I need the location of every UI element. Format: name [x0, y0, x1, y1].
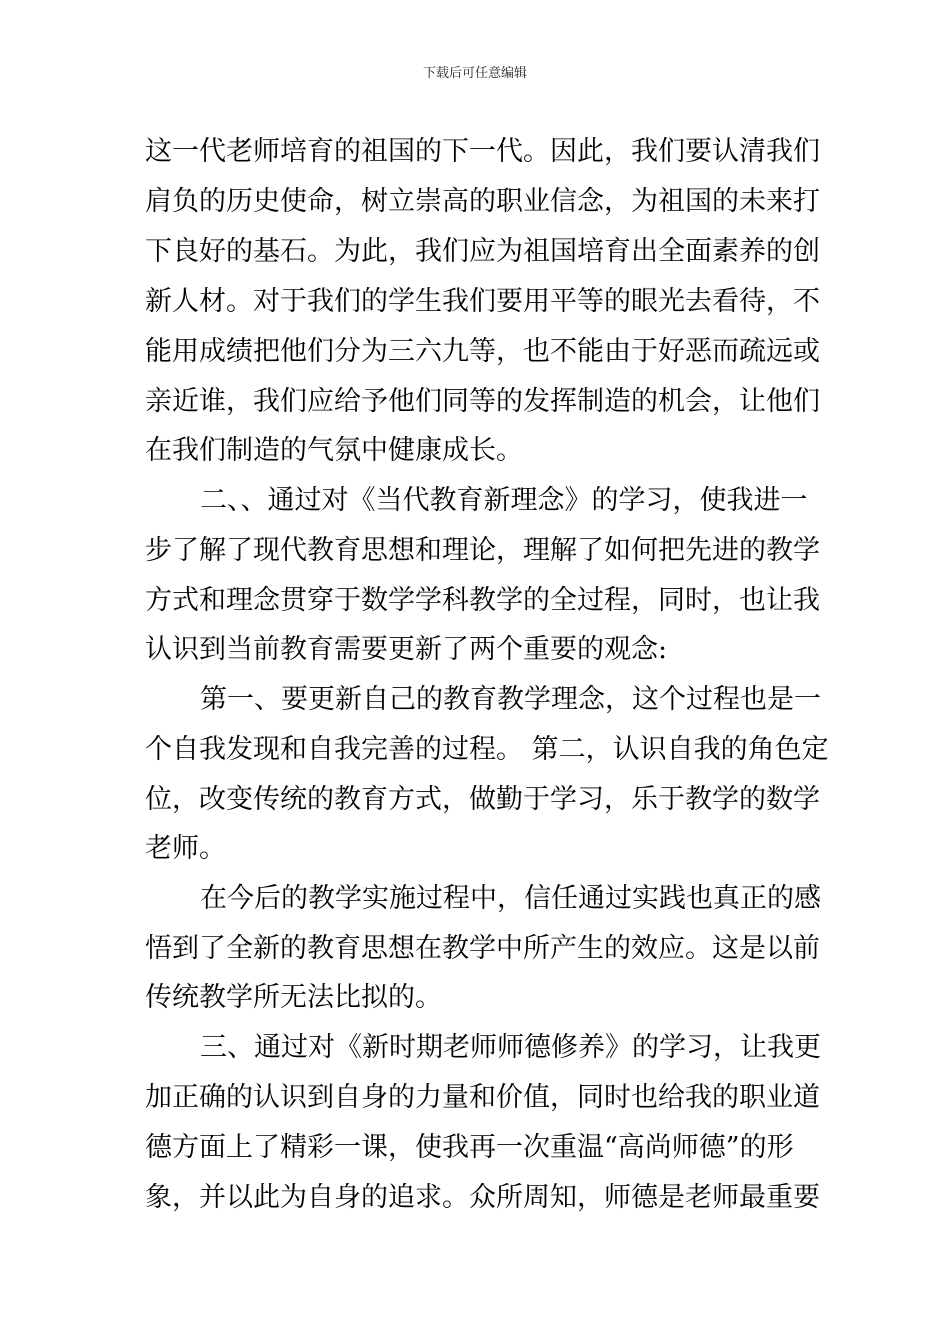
- text-line: 能用成绩把他们分为三六九等，也不能由于好恶而疏远或: [145, 336, 820, 367]
- text-line: 方式和理念贯穿于数学学科教学的全过程，同时，也让我: [145, 585, 820, 616]
- text-line: 传统教学所无法比拟的。: [145, 982, 442, 1013]
- text-line: 德方面上了精彩一课，使我再一次重温“高尚师德”的形: [145, 1132, 794, 1163]
- text-line: 肩负的历史使命，树立崇高的职业信念，为祖国的未来打: [145, 186, 820, 217]
- text-line: 这一代老师培育的祖国的下一代。因此，我们要认清我们: [145, 136, 820, 167]
- text-line: 加正确的认识到自身的力量和价值，同时也给我的职业道: [145, 1082, 820, 1113]
- text-line: 新人材。对于我们的学生我们要用平等的眼光去看待，不: [145, 286, 820, 317]
- text-line: 亲近谁，我们应给予他们同等的发挥制造的机会，让他们: [145, 386, 820, 417]
- text-line: 下良好的基石。为此，我们应为祖国培育出全面素养的创: [145, 236, 820, 267]
- text-line: 老师。: [145, 833, 226, 864]
- text-line: 悟到了全新的教育思想在教学中所产生的效应。这是以前: [145, 933, 820, 964]
- paragraph-first-line: 第一、要更新自己的教育教学理念，这个过程也是一: [200, 684, 821, 715]
- paragraph-first-line: 在今后的教学实施过程中，信任通过实践也真正的感: [200, 883, 821, 914]
- text-line: 在我们制造的气氛中健康成长。: [145, 435, 523, 466]
- text-line: 步了解了现代教育思想和理论，理解了如何把先进的教学: [145, 535, 820, 566]
- text-line: 象，并以此为自身的追求。众所周知，师德是老师最重要: [145, 1182, 820, 1213]
- paragraph-first-line: 二、、通过对《当代教育新理念》的学习，使我进一: [200, 485, 808, 516]
- text-line: 个自我发现和自我完善的过程。 第二，认识自我的角色定: [145, 734, 829, 765]
- paragraph-first-line: 三、通过对《新时期老师师德修养》的学习，让我更: [200, 1032, 821, 1063]
- text-line: 认识到当前教育需要更新了两个重要的观念:: [145, 634, 668, 665]
- page-header: 下载后可任意编辑: [422, 66, 527, 81]
- text-line: 位，改变传统的教育方式，做勤于学习，乐于教学的数学: [145, 784, 820, 815]
